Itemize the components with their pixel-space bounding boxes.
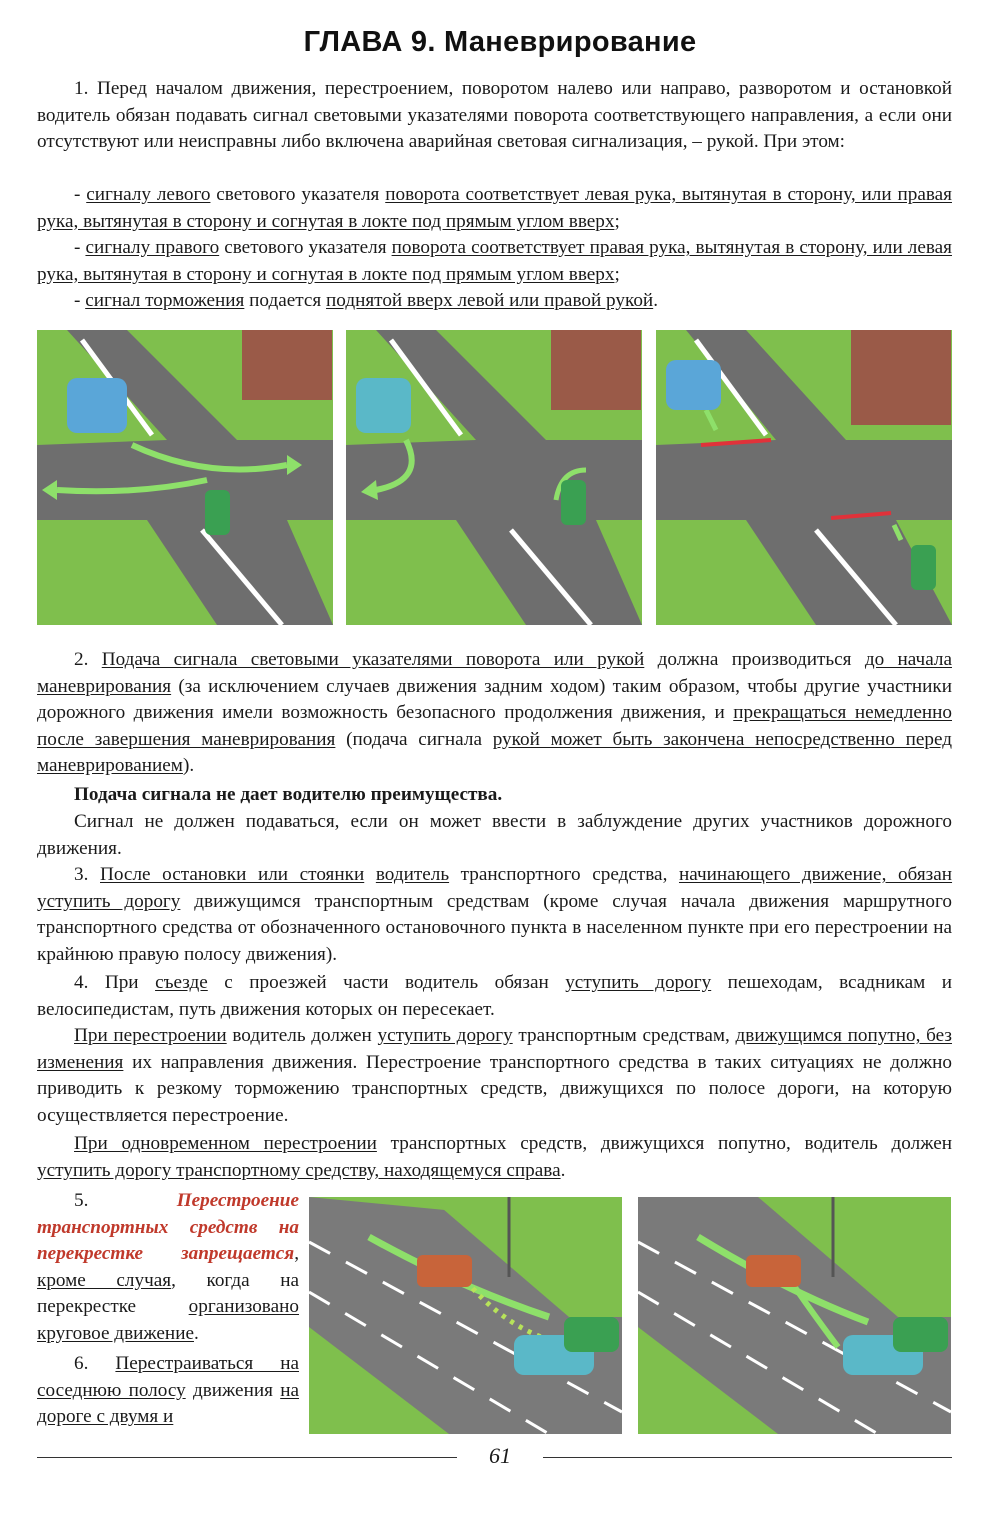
underline: При перестроении [74,1025,227,1046]
underline: уступить дорогу транспортному средству, находящемуся справа [37,1159,561,1181]
underline: поднятой вверх левой или правой рукой [326,290,654,311]
bullet-braking-signal: - сигнал торможения подается поднятой вверх левой или правой рукой. [74,290,658,311]
underline: При одновременном перестроении [74,1133,377,1154]
scene-lane-change-2 [638,1197,951,1434]
paragraph-1: 1. Перед началом движения, перестроением, поворотом налево или направо, разворотом и остановкой водитель обязан подавать сигнал световыми указателями поворота соответствующего направления, а если они отсутствуют или неисправны либо включена аварийная световая сигнализация, – рукой. При этом: [37,78,952,153]
underline: организовано круговое движение [37,1296,299,1344]
page-title: ГЛАВА 9. Маневрирование [303,26,697,58]
paragraph-3: 3. После остановки или стоянки водитель транспортного средства, начинающего движение, обязан уступить дорогу движущимся транспортным средствам (кроме случая начала движения маршрутного транспортного средства от обозначенного остановочного пункта в населенном пункте при его перестроении на крайнюю правую полосу движения). [37,864,953,965]
paragraph-signal: Сигнал не должен подаваться, если он может ввести в заблуждение других участников дорожного движения. [37,811,952,859]
underline: сигналу левого [86,184,211,205]
underline: сигнал торможения [85,290,245,311]
illustration-lane-change-1 [309,1197,622,1434]
underline: Перестраиваться на соседнюю полосу [37,1353,299,1401]
illustration-braking [656,330,952,625]
underline: сигналу правого [85,237,220,258]
underline: После остановки или стоянки [100,864,365,885]
underline: водитель [375,864,450,885]
underline: на дороге с двумя и [37,1379,299,1428]
underline: движущимся попутно, без изменения [37,1025,952,1073]
bold-note: Подача сигнала не дает водителю преимущества. [74,784,503,805]
underline: рукой может быть закончена непосредственно перед маневрированием [37,728,952,777]
underline: кроме случая [37,1269,172,1291]
footer-rule-right [543,1457,952,1458]
scene-right-turn [346,330,642,625]
paragraph-6: 6. Перестраиваться на соседнюю полосу движения на дороге с двумя и [37,1353,299,1428]
underline: съезде [155,972,208,993]
footer-rule-left [37,1457,457,1458]
scene-braking [656,330,952,625]
paragraph-5: 5. Перестроение транспортных средств на перекрестке запрещается, кроме случая, когда на перекрестке организовано круговое движение. [37,1190,300,1344]
underline: поворота соответствует левая рука, вытянутая в сторону, или правая рука, вытянутая в сторону и согнутая в локте под прямым углом вверх [37,184,952,232]
bullet-right-signal: - сигналу правого светового указателя поворота соответствует правая рука, вытянутая в сторону, или левая рука, вытянутая в сторону и согнутая в локте под прямым углом вверх; [37,237,952,285]
illustration-right-turn [346,330,642,625]
illustration-left-turn [37,330,333,625]
underline: Подача сигнала световыми указателями поворота или рукой [101,649,645,670]
underline: уступить дорогу [377,1025,513,1046]
underline: прекращаться немедленно после завершения маневрирования [37,702,952,750]
bullet-left-signal: - сигналу левого светового указателя поворота соответствует левая рука, вытянутая в сторону, или правая рука, вытянутая в сторону и согнутая в локте под прямым углом вверх; [37,184,952,232]
scene-left-turn [37,330,333,625]
underline: уступить дорогу [565,972,712,993]
page-number: 61 [489,1443,511,1468]
paragraph-4b: При перестроении водитель должен уступить дорогу транспортным средствам, движущимся попутно, без изменения их направления движения. Перестроение транспортного средства в таких ситуациях не должно приводить к резкому торможению транспортных средств, движущихся по полосе дороги, на которую осуществляется перестроение. [37,1025,952,1126]
paragraph-2: 2. Подача сигнала световыми указателями поворота или рукой должна производиться до начала маневрирования (за исключением случаев движения задним ходом) таким образом, чтобы другие участники дорожного движения имели возможность безопасного продолжения движения, и прекращаться немедленно после завершения маневрирования (подача сигнала рукой может быть закончена непосредственно перед маневрированием). [37,649,952,777]
paragraph-4: 4. При съезде с проезжей части водитель обязан уступить дорогу пешеходам, всадникам и велосипедистам, путь движения которых он пересекает. [37,972,953,1020]
underline: поворота соответствует правая рука, вытянутая в сторону, или левая рука, вытянутая в сторону и согнутая в локте под прямым углом вверх [37,237,952,285]
emphasis-red: Перестроение транспортных средств на перекрестке запрещается [37,1190,299,1265]
scene-lane-change-1 [309,1197,622,1434]
underline: начинающего движение, обязан уступить дорогу [37,864,953,912]
paragraph-4c: При одновременном перестроении транспортных средств, движущихся попутно, водитель должен уступить дорогу транспортному средству, находящемуся справа. [37,1133,953,1181]
underline: до начала маневрирования [37,649,952,697]
illustration-lane-change-2 [638,1197,951,1434]
